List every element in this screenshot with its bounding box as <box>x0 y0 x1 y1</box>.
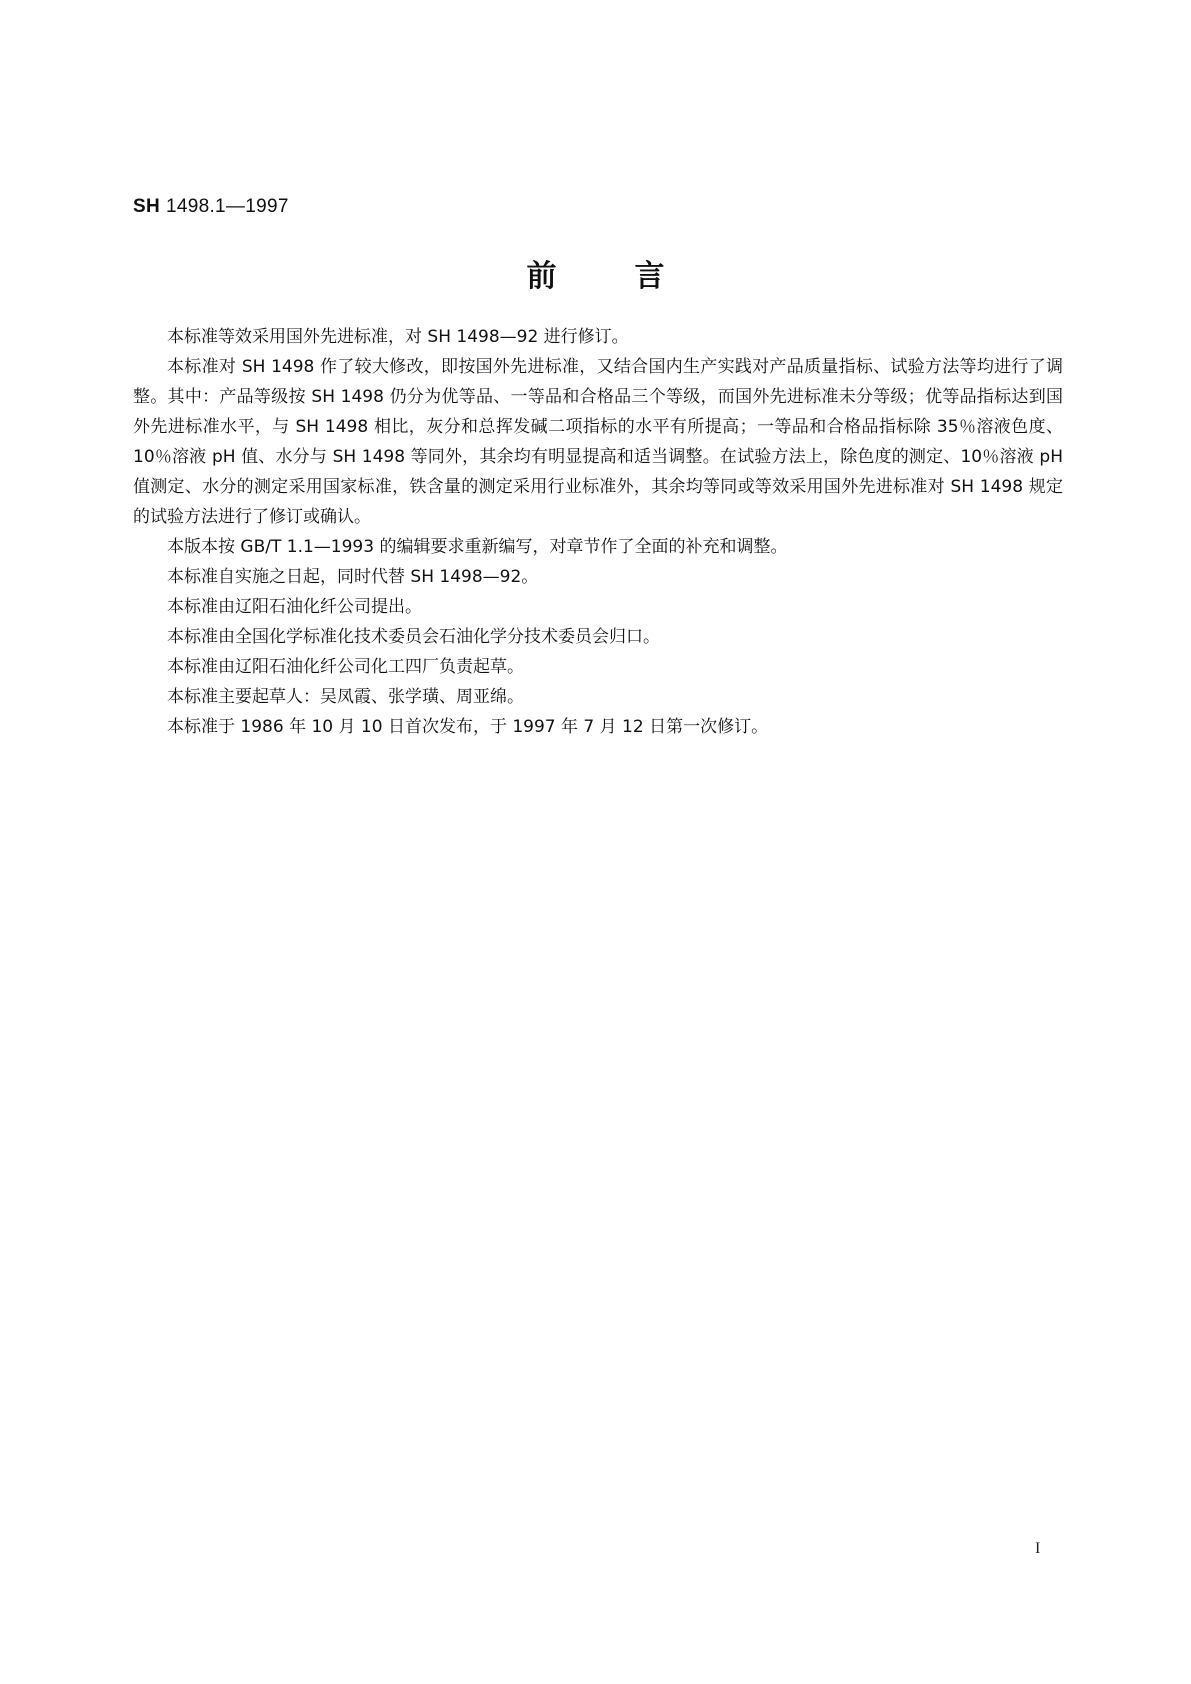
paragraph: 本标准对 SH 1498 作了较大修改，即按国外先进标准，又结合国内生产实践对产品质量指标、试验方法等均进行了调整。其中：产品等级按 SH 1498 仍分为优等品、一等品和合格品三个等级，而国外先进标准未分等级；优等品指标达到国外先进标准水平，与 SH 1498 相比，灰分和总挥发碱二项指标的水平有所提高；一等品和合格品指标除 35％溶液色度、10％溶液 pH 值、水分与 SH 1498 等同外，其余均有明显提高和适当调整。在试验方法上，除色度的测定、10％溶液 pH 值测定、水分的测定采用国家标准，铁含量的测定采用行业标准外，其余均等同或等效采用国外先进标准对 SH 1498 规定的试验方法进行了修订或确认。 <box>133 357 1063 527</box>
page-title: 前言 <box>526 259 743 294</box>
standard-prefix: SH <box>133 196 160 217</box>
foreword-body <box>133 322 1063 742</box>
paragraph: 本标准自实施之日起，同时代替 SH 1498—92。 <box>167 567 539 587</box>
paragraph: 本标准等效采用国外先进标准，对 SH 1498—92 进行修订。 <box>167 327 629 347</box>
page-number: I <box>1035 1540 1041 1557</box>
paragraph: 本标准由辽阳石油化纤公司化工四厂负责起草。 <box>167 657 524 677</box>
paragraph: 本标准主要起草人：吴凤霞、张学璜、周亚绵。 <box>167 687 524 707</box>
paragraph: 本标准由辽阳石油化纤公司提出。 <box>167 597 422 617</box>
paragraph: 本标准于 1986 年 10 月 10 日首次发布，于 1997 年 7 月 12 日第一次修订。 <box>167 717 769 737</box>
paragraph: 本标准由全国化学标准化技术委员会石油化学分技术委员会归口。 <box>167 627 660 647</box>
standard-code <box>133 196 289 218</box>
paragraph: 本版本按 GB/T 1.1—1993 的编辑要求重新编写，对章节作了全面的补充和调整。 <box>167 537 788 557</box>
standard-number: 1498.1—1997 <box>166 196 289 217</box>
